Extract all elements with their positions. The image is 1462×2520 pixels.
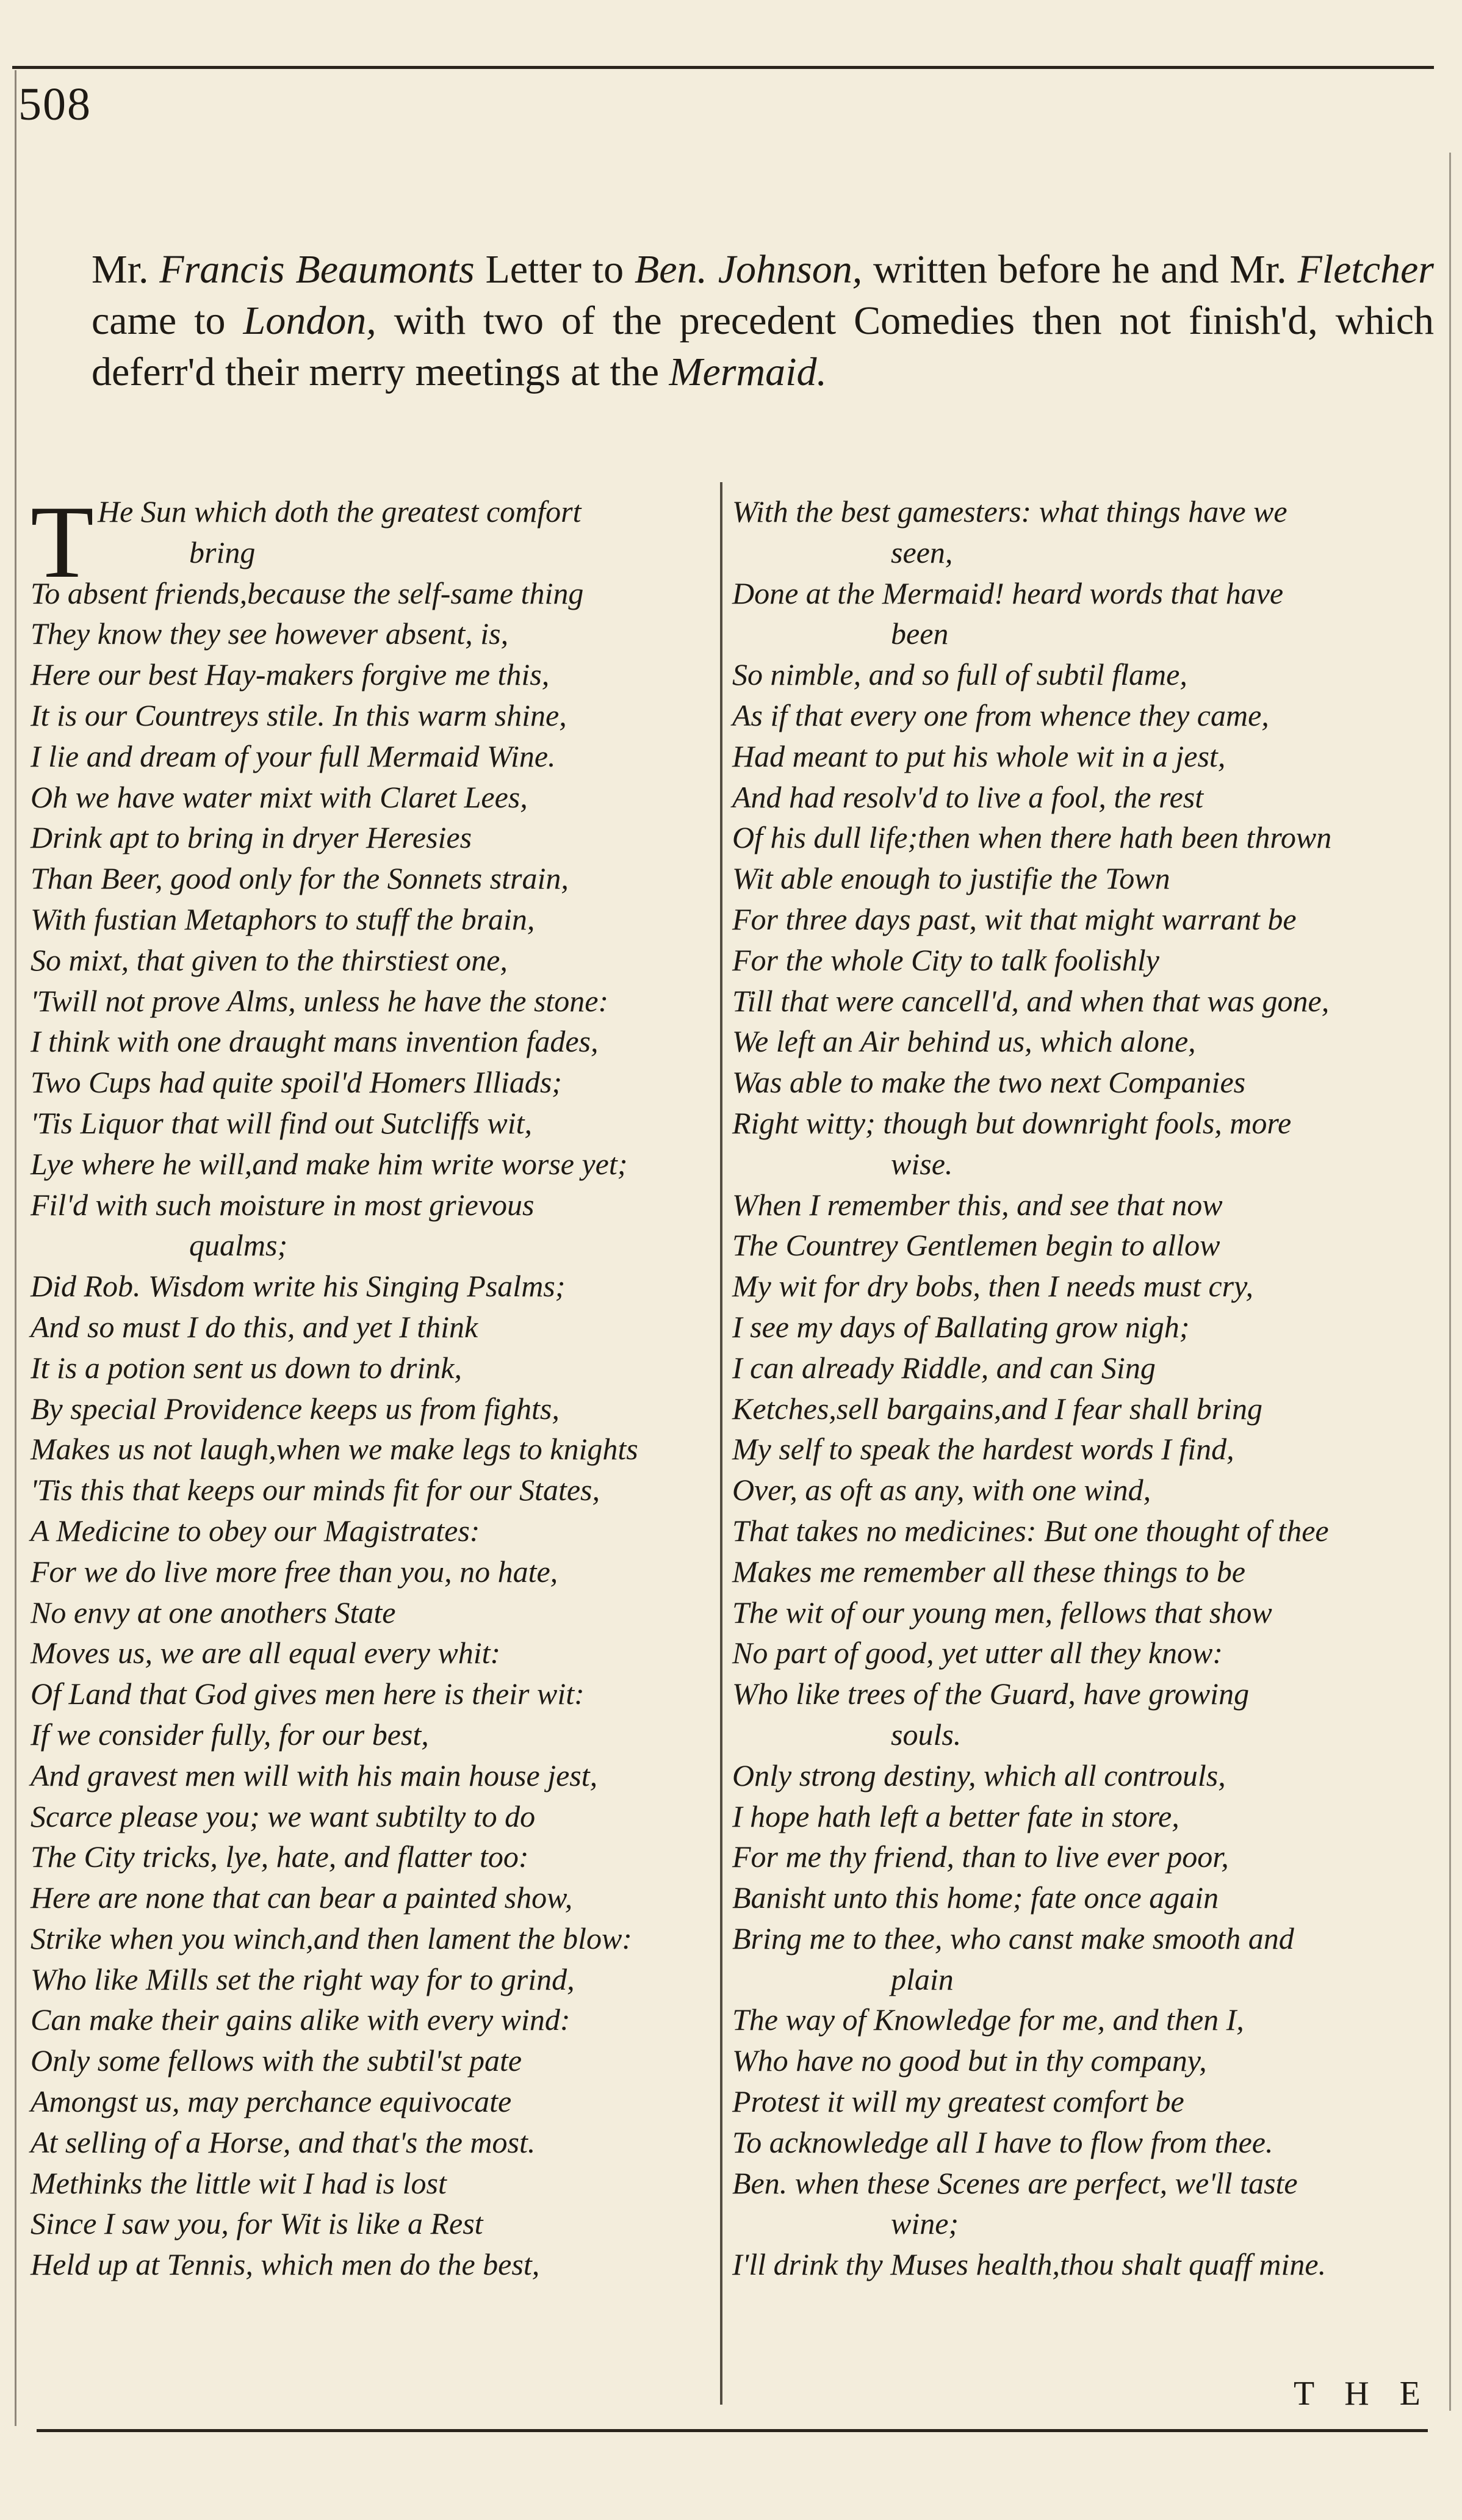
catchword: T H E — [1294, 2375, 1431, 2413]
verse-line: By special Providence keeps us from fights, — [31, 1391, 560, 1426]
letter-title — [92, 244, 1434, 398]
verse-line: Makes me remember all these things to be — [732, 1554, 1245, 1589]
verse-line: No part of good, yet utter all they know: — [732, 1636, 1223, 1670]
verse-line: Protest it will my greatest comfort be — [732, 2084, 1184, 2119]
verse-line: Did Rob. Wisdom write his Singing Psalms; — [31, 1269, 566, 1304]
title-segment: Mr. — [92, 247, 160, 292]
verse-line: I hope hath left a better fate in store, — [732, 1799, 1179, 1833]
verse-line: If we consider fully, for our best, — [31, 1717, 429, 1752]
verse-line: For we do live more free than you, no hate, — [31, 1554, 558, 1589]
verse-line: wine; — [891, 2206, 959, 2241]
verse-line: Wit able enough to justifie the Town — [732, 861, 1170, 896]
verse-line: Bring me to thee, who canst make smooth and — [732, 1921, 1294, 1955]
verse-line: Can make their gains alike with every wind: — [31, 2002, 571, 2037]
verse-line: Amongst us, may perchance equivocate — [31, 2084, 512, 2119]
left-border — [15, 70, 16, 2426]
bottom-rule — [37, 2429, 1428, 2432]
verse-line: We left an Air behind us, which alone, — [732, 1024, 1196, 1059]
verse-line: Till that were cancell'd, and when that was gone, — [732, 983, 1330, 1018]
verse-line: Of his dull life;then when there hath been thrown — [732, 820, 1332, 855]
left-column — [31, 485, 714, 2285]
verse-line: My self to speak the hardest words I find, — [732, 1432, 1234, 1467]
verse-line: As if that every one from whence they came, — [732, 698, 1269, 732]
verse-line: Right witty; though but downright fools, more — [732, 1105, 1292, 1140]
verse-line: Strike when you winch,and then lament the blow: — [31, 1921, 632, 1955]
verse-line: Who like trees of the Guard, have growing — [732, 1677, 1250, 1711]
column-divider — [720, 482, 722, 2405]
verse-line: Here are none that can bear a painted show, — [31, 1880, 573, 1915]
verse-line: A Medicine to obey our Magistrates: — [31, 1513, 480, 1548]
title-segment: Francis Beaumonts — [159, 247, 475, 292]
verse-line: I'll drink thy Muses health,thou shalt quaff mine. — [732, 2247, 1327, 2282]
verse-line: With fustian Metaphors to stuff the brain, — [31, 901, 535, 936]
verse-line: And so must I do this, and yet I think — [31, 1309, 478, 1344]
verse-line: been — [891, 616, 949, 651]
verse-line: bring — [189, 535, 256, 569]
verse-line: wise. — [891, 1146, 953, 1181]
verse-line: Ketches,sell bargains,and I fear shall bring — [732, 1391, 1262, 1426]
verse-line: The way of Knowledge for me, and then I, — [732, 2002, 1244, 2037]
title-segment: with two of the precedent Comedies then not finish'd, which deferr'd their merry meetings at the — [92, 298, 1434, 394]
verse-line: They know they see however absent, is, — [31, 616, 509, 651]
verse-line: plain — [891, 1962, 954, 1996]
verse-line: Of Land that God gives men here is their wit: — [31, 1677, 585, 1711]
verse-line: With the best gamesters: what things have we — [732, 494, 1287, 529]
verse-line: Moves us, we are all equal every whit: — [31, 1636, 501, 1670]
verse-line: The wit of our young men, fellows that show — [732, 1595, 1272, 1630]
verse-line: So nimble, and so full of subtil flame, — [732, 657, 1187, 692]
verse-line: seen, — [891, 535, 953, 569]
verse-line: And had resolv'd to live a fool, the rest — [732, 779, 1204, 814]
verse-line: Two Cups had quite spoil'd Homers Illiads; — [31, 1065, 562, 1100]
verse-line: Only strong destiny, which all controuls, — [732, 1758, 1226, 1793]
verse-line: The Countrey Gentlemen begin to allow — [732, 1228, 1220, 1263]
verse-line: Oh we have water mixt with Claret Lees, — [31, 779, 528, 814]
verse-line: My wit for dry bobs, then I needs must cry, — [732, 1269, 1254, 1304]
verse-line: Held up at Tennis, which men do the best, — [31, 2247, 540, 2282]
title-segment: Ben. Johnson, — [634, 247, 863, 292]
verse-line: Drink apt to bring in dryer Heresies — [31, 820, 472, 855]
page-number: 508 — [18, 79, 92, 130]
verse-line: I can already Riddle, and can Sing — [732, 1350, 1156, 1385]
verse-line: Was able to make the two next Companies — [732, 1065, 1246, 1100]
verse-line: Over, as oft as any, with one wind, — [732, 1473, 1151, 1507]
verse-line: For three days past, wit that might warrant be — [732, 901, 1297, 936]
verse-line: So mixt, that given to the thirstiest one, — [31, 942, 508, 977]
verse-line: That takes no medicines: But one thought of thee — [732, 1513, 1329, 1548]
verse-line: And gravest men will with his main house jest, — [31, 1758, 598, 1793]
verse-line: 'Twill not prove Alms, unless he have the stone: — [31, 983, 609, 1018]
verse-line: It is our Countreys stile. In this warm shine, — [31, 698, 567, 732]
right-border — [1449, 153, 1451, 2411]
verse-line: Methinks the little wit I had is lost — [31, 2165, 447, 2200]
verse-line: qualms; — [189, 1228, 288, 1263]
title-segment: London, — [243, 298, 376, 343]
verse-line: Ben. when these Scenes are perfect, we'll taste — [732, 2165, 1298, 2200]
verse-line: I lie and dream of your full Mermaid Wine. — [31, 738, 556, 773]
verse-line: Here our best Hay-makers forgive me this, — [31, 657, 550, 692]
verse-line: Who have no good but in thy company, — [732, 2043, 1207, 2078]
verse-line: Who like Mills set the right way for to grind, — [31, 1962, 575, 1996]
verse-line: Scarce please you; we want subtilty to do — [31, 1799, 536, 1833]
verse-line: Banisht unto this home; fate once again — [732, 1880, 1219, 1915]
verse-line: I see my days of Ballating grow nigh; — [732, 1309, 1190, 1344]
verse-line: To acknowledge all I have to flow from thee. — [732, 2125, 1273, 2159]
verse-line: souls. — [891, 1717, 962, 1752]
verse-line: When I remember this, and see that now — [732, 1187, 1223, 1222]
verse-line: For the whole City to talk foolishly — [732, 942, 1159, 977]
verse-line: It is a potion sent us down to drink, — [31, 1350, 462, 1385]
verse-line: I think with one draught mans invention fades, — [31, 1024, 599, 1059]
right-column — [732, 491, 1422, 2285]
title-segment: Mermaid. — [669, 350, 827, 394]
verse-line: Fil'd with such moisture in most grievous — [31, 1187, 535, 1222]
verse-line: Makes us not laugh,when we make legs to knights — [31, 1432, 638, 1467]
verse-line: Had meant to put his whole wit in a jest, — [732, 738, 1226, 773]
verse-line: Only some fellows with the subtil'st pate — [31, 2043, 522, 2078]
verse-line: No envy at one anothers State — [31, 1595, 396, 1630]
verse-line: 'Tis this that keeps our minds fit for our States, — [31, 1473, 600, 1507]
verse-line: Since I saw you, for Wit is like a Rest — [31, 2206, 483, 2241]
drop-cap: T — [31, 485, 94, 599]
verse-line: The City tricks, lye, hate, and flatter too: — [31, 1839, 529, 1874]
verse-line: He Sun which doth the greatest comfort — [98, 494, 582, 529]
verse-line: To absent friends,because the self-same thing — [31, 576, 584, 610]
verse-line: 'Tis Liquor that will find out Sutcliffs wit, — [31, 1105, 532, 1140]
verse-line: At selling of a Horse, and that's the most. — [31, 2125, 536, 2159]
verse-line: Done at the Mermaid! heard words that have — [732, 576, 1284, 610]
verse-line: Lye where he will,and make him write worse yet; — [31, 1146, 628, 1181]
top-rule — [12, 66, 1434, 69]
title-segment: written before he and Mr. — [862, 247, 1298, 292]
verse-line: Than Beer, good only for the Sonnets strain, — [31, 861, 569, 896]
title-segment: Fletcher — [1297, 247, 1434, 292]
verse-line: For me thy friend, than to live ever poor, — [732, 1839, 1229, 1874]
title-segment: Letter to — [474, 247, 635, 292]
title-segment: came to — [92, 298, 243, 343]
